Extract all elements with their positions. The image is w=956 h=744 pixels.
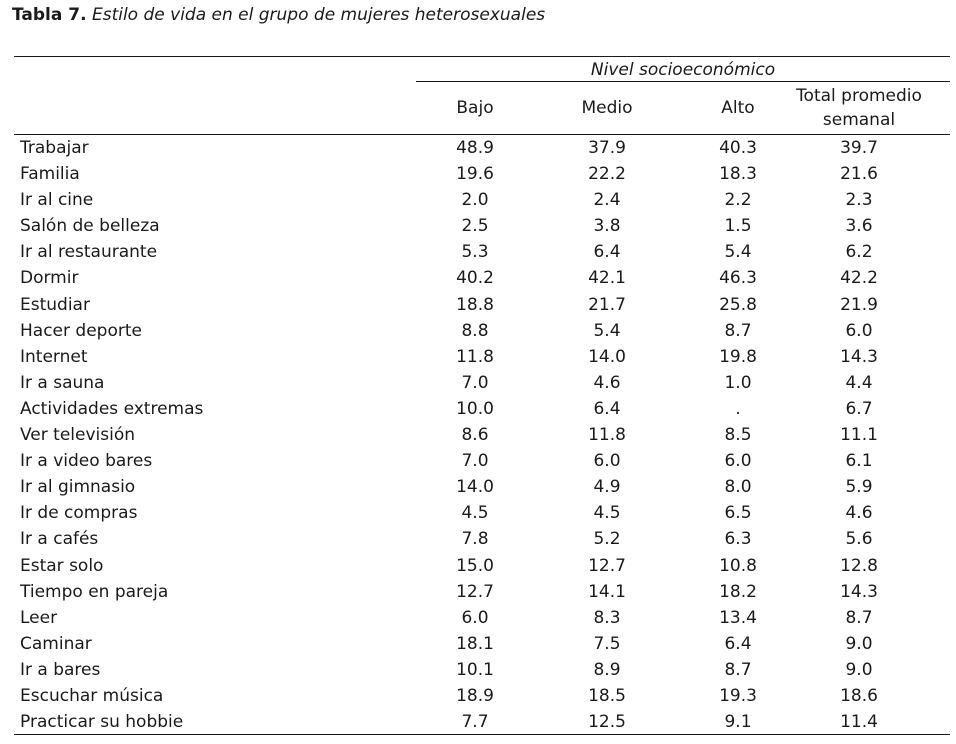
table-cell: 6.2 (845, 242, 873, 263)
table-row (0, 474, 956, 500)
row-label: Ir al restaurante (20, 242, 158, 263)
table-cell: 42.2 (840, 268, 878, 289)
table-cell: 21.9 (840, 294, 878, 315)
bottom-rule (14, 734, 950, 735)
table-cell: 6.7 (845, 398, 873, 419)
table-cell: 21.7 (588, 294, 626, 315)
table-body (0, 135, 956, 735)
row-label: Leer (20, 607, 58, 628)
table-row (0, 239, 956, 265)
table-cell: 40.3 (719, 138, 757, 158)
table-cell: 8.3 (593, 607, 621, 628)
table-cell: 7.5 (593, 633, 621, 654)
row-label: Ir de compras (20, 503, 138, 524)
table-cell: 6.4 (724, 633, 752, 654)
table-cell: 5.4 (724, 242, 752, 263)
row-label: Internet (20, 346, 88, 367)
group-header: Nivel socioeconómico (590, 60, 776, 80)
table-cell: 4.6 (845, 503, 873, 524)
table-cell: 14.0 (456, 477, 494, 498)
table-cell: 2.4 (593, 190, 621, 211)
table-cell: 8.6 (461, 425, 489, 446)
column-header-alto: Alto (721, 98, 755, 118)
table-cell: 11.1 (840, 425, 878, 446)
table-cell: 19.6 (456, 164, 494, 185)
table-cell: 11.4 (840, 712, 878, 733)
table-cell: 1.0 (724, 372, 752, 393)
row-label: Ver televisión (20, 425, 136, 446)
table-cell: 8.7 (724, 320, 752, 341)
row-label: Salón de belleza (20, 216, 160, 237)
table-cell: 7.7 (461, 712, 489, 733)
table-cell: 18.5 (588, 685, 626, 706)
table-cell: 4.6 (593, 372, 621, 393)
table-row (0, 553, 956, 579)
table-cell: 6.0 (593, 451, 621, 472)
table-cell: 37.9 (588, 138, 626, 158)
table-row (0, 187, 956, 213)
table-row (0, 500, 956, 526)
table-cell: 6.0 (845, 320, 873, 341)
table-row (0, 631, 956, 657)
table-cell: 18.8 (456, 294, 494, 315)
table-cell: 2.3 (845, 190, 873, 211)
table-row (0, 318, 956, 344)
table-cell: 40.2 (456, 268, 494, 289)
table-cell: 10.0 (456, 398, 494, 419)
table-cell: 10.8 (719, 555, 757, 576)
row-label: Ir a bares (20, 659, 101, 680)
table-cell: 8.7 (724, 659, 752, 680)
table-cell: 3.8 (593, 216, 621, 237)
table-cell: 6.4 (593, 398, 621, 419)
table-cell: 7.0 (461, 372, 489, 393)
table-cell: 8.5 (724, 425, 752, 446)
table-cell: 22.2 (588, 164, 626, 185)
table-title: Estilo de vida en el grupo de mujeres heterosexuales (91, 5, 546, 25)
table-row (0, 344, 956, 370)
table-cell: 1.5 (724, 216, 752, 237)
row-label: Ir a video bares (20, 451, 153, 472)
table-cell: 15.0 (456, 555, 494, 576)
table-cell: 12.7 (588, 555, 626, 576)
row-label: Hacer deporte (20, 320, 142, 341)
table-cell: . (735, 398, 741, 419)
row-label: Escuchar música (20, 685, 164, 706)
row-label: Dormir (20, 268, 79, 289)
row-label: Estar solo (20, 555, 104, 576)
table-cell: 12.7 (456, 581, 494, 602)
table-cell: 39.7 (840, 138, 878, 158)
top-rule (14, 56, 950, 57)
table-cell: 18.6 (840, 685, 878, 706)
table-cell: 6.4 (593, 242, 621, 263)
table-cell: 3.6 (845, 216, 873, 237)
table-cell: 7.8 (461, 529, 489, 550)
table-cell: 19.8 (719, 346, 757, 367)
table-cell: 6.0 (461, 607, 489, 628)
table-cell: 5.9 (845, 477, 873, 498)
row-label: Caminar (20, 633, 92, 654)
table-cell: 18.9 (456, 685, 494, 706)
column-header-total: Total promedio semanal (796, 86, 922, 130)
table-cell: 21.6 (840, 164, 878, 185)
table-row (0, 265, 956, 291)
table-cell: 4.4 (845, 372, 873, 393)
table-cell: 8.9 (593, 659, 621, 680)
table-cell: 5.6 (845, 529, 873, 550)
table-cell: 11.8 (456, 346, 494, 367)
table-cell: 42.1 (588, 268, 626, 289)
table-cell: 18.2 (719, 581, 757, 602)
table-row (0, 135, 956, 161)
table-cell: 6.5 (724, 503, 752, 524)
table-row (0, 579, 956, 605)
table-cell: 19.3 (719, 685, 757, 706)
table-cell: 12.8 (840, 555, 878, 576)
table-cell: 9.0 (845, 633, 873, 654)
table-row (0, 526, 956, 552)
table-row (0, 213, 956, 239)
row-label: Estudiar (20, 294, 90, 315)
table-cell: 6.3 (724, 529, 752, 550)
table-row (0, 396, 956, 422)
row-label: Trabajar (20, 138, 89, 158)
table-cell: 46.3 (719, 268, 757, 289)
table-row (0, 422, 956, 448)
row-label: Tiempo en pareja (20, 581, 169, 602)
table-row (0, 683, 956, 709)
table-caption (12, 4, 545, 26)
table-cell: 4.5 (593, 503, 621, 524)
row-label: Ir al cine (20, 190, 94, 211)
table-cell: 9.0 (845, 659, 873, 680)
table-number: Tabla 7. (12, 5, 87, 25)
table-cell: 18.1 (456, 633, 494, 654)
table-cell: 4.5 (461, 503, 489, 524)
table-row (0, 292, 956, 318)
table-cell: 14.3 (840, 581, 878, 602)
row-label: Ir a sauna (20, 372, 105, 393)
table-cell: 6.0 (724, 451, 752, 472)
row-label: Familia (20, 164, 80, 185)
table-row (0, 709, 956, 735)
table-cell: 13.4 (719, 607, 757, 628)
table-row (0, 370, 956, 396)
row-label: Ir al gimnasio (20, 477, 136, 498)
table-cell: 48.9 (456, 138, 494, 158)
table-cell: 5.4 (593, 320, 621, 341)
group-header-rule (416, 81, 950, 82)
table-cell: 12.5 (588, 712, 626, 733)
table-cell: 8.0 (724, 477, 752, 498)
table-row (0, 605, 956, 631)
table-cell: 5.2 (593, 529, 621, 550)
column-header-medio: Medio (581, 98, 633, 118)
table-cell: 2.5 (461, 216, 489, 237)
row-label: Practicar su hobbie (20, 712, 184, 733)
table-cell: 25.8 (719, 294, 757, 315)
table-cell: 10.1 (456, 659, 494, 680)
table-row (0, 448, 956, 474)
table-cell: 2.0 (461, 190, 489, 211)
table-cell: 14.1 (588, 581, 626, 602)
table-cell: 11.8 (588, 425, 626, 446)
column-header-bajo: Bajo (456, 98, 494, 118)
table-cell: 4.9 (593, 477, 621, 498)
table-cell: 8.8 (461, 320, 489, 341)
table-cell: 8.7 (845, 607, 873, 628)
table-cell: 2.2 (724, 190, 752, 211)
table-row (0, 161, 956, 187)
table-row (0, 657, 956, 683)
row-label: Ir a cafés (20, 529, 99, 550)
table-cell: 5.3 (461, 242, 489, 263)
row-label: Actividades extremas (20, 398, 204, 419)
table-cell: 14.0 (588, 346, 626, 367)
table-cell: 7.0 (461, 451, 489, 472)
table-cell: 18.3 (719, 164, 757, 185)
table-cell: 6.1 (845, 451, 873, 472)
table-cell: 14.3 (840, 346, 878, 367)
table-cell: 9.1 (724, 712, 752, 733)
